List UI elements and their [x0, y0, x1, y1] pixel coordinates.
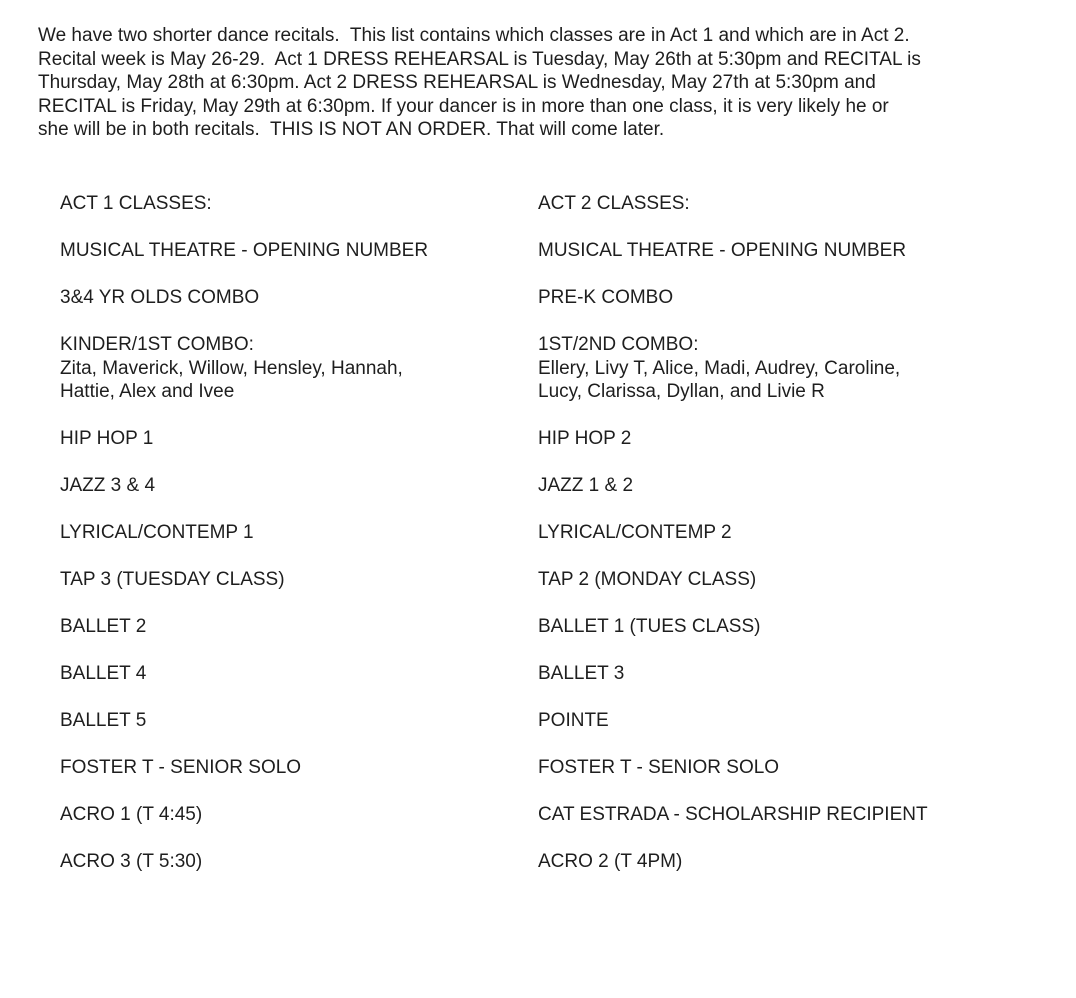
intro-line: Thursday, May 28th at 6:30pm. Act 2 DRESS REHEARSAL is Wednesday, May 27th at 5:30pm and [38, 72, 876, 93]
class-list-item-line: Lucy, Clarissa, Dyllan, and Livie R [538, 381, 825, 402]
class-list-item [60, 615, 530, 639]
class-list-item [60, 850, 530, 874]
act2-column-title: ACT 2 CLASSES: [538, 193, 690, 214]
class-list-item [538, 474, 1048, 498]
intro-line: Recital week is May 26-29. Act 1 DRESS REHEARSAL is Tuesday, May 26th at 5:30pm and RECITAL is [38, 48, 921, 70]
act1-class-list [60, 239, 530, 874]
act1-column [60, 192, 530, 897]
class-list-item-line: Hattie, Alex and Ivee [60, 381, 235, 402]
class-list-item-line: ACRO 3 (T 5:30) [60, 851, 203, 872]
class-list-item [538, 333, 1048, 404]
class-list-item-line: ACRO 1 (T 4:45) [60, 804, 203, 825]
class-list-item-line: HIP HOP 1 [60, 428, 154, 449]
class-list-item-line: CAT ESTRADA - SCHOLARSHIP RECIPIENT [538, 804, 928, 825]
class-list-item-line: BALLET 3 [538, 663, 625, 684]
class-list-item-line: POINTE [538, 710, 609, 731]
intro-paragraph [38, 24, 921, 142]
class-list-item [60, 427, 530, 451]
class-list-item [60, 662, 530, 686]
class-list-item-line: 3&4 YR OLDS COMBO [60, 287, 260, 308]
intro-line: RECITAL is Friday, May 29th at 6:30pm. If your dancer is in more than one class, it is very likely he or [38, 95, 889, 117]
class-list-item-line: JAZZ 3 & 4 [60, 475, 156, 496]
class-list-item [538, 286, 1048, 310]
class-list-item-line: MUSICAL THEATRE - OPENING NUMBER [538, 240, 907, 261]
act2-column [538, 192, 1048, 897]
class-list-item-line: PRE-K COMBO [538, 287, 674, 308]
class-list-item [538, 427, 1048, 451]
class-list-item [538, 850, 1048, 874]
class-list-item-line: LYRICAL/CONTEMP 2 [538, 522, 732, 543]
class-list-item [538, 803, 1048, 827]
class-list-item [60, 474, 530, 498]
class-list-item [60, 286, 530, 310]
class-list-item [538, 756, 1048, 780]
intro-line: she will be in both recitals. THIS IS NOT AN ORDER. That will come later. [38, 119, 665, 140]
class-list-item [60, 756, 530, 780]
class-list-item-line: TAP 2 (MONDAY CLASS) [538, 569, 757, 590]
class-list-item [538, 239, 1048, 263]
class-list-item-line: KINDER/1ST COMBO: [60, 334, 254, 355]
class-list-item-line: LYRICAL/CONTEMP 1 [60, 522, 254, 543]
class-list-item-line: BALLET 2 [60, 616, 147, 637]
act2-class-list [538, 239, 1048, 874]
class-list-item [538, 709, 1048, 733]
class-list-item [60, 568, 530, 592]
intro-line: We have two shorter dance recitals. This list contains which classes are in Act 1 and which are in Act 2. [38, 25, 910, 46]
class-list-item [60, 709, 530, 733]
class-list-item-line: Zita, Maverick, Willow, Hensley, Hannah, [60, 357, 403, 379]
class-list-item-line: Ellery, Livy T, Alice, Madi, Audrey, Caroline, [538, 357, 901, 379]
class-list-item-line: HIP HOP 2 [538, 428, 632, 449]
class-list-item-line: MUSICAL THEATRE - OPENING NUMBER [60, 240, 429, 261]
class-list-item [60, 239, 530, 263]
class-list-item [538, 568, 1048, 592]
class-list-item-line: BALLET 4 [60, 663, 147, 684]
class-list-item [538, 521, 1048, 545]
class-list-item-line: BALLET 5 [60, 710, 147, 731]
class-list-item [538, 662, 1048, 686]
act1-column-title: ACT 1 CLASSES: [60, 193, 212, 214]
class-list-item-line: BALLET 1 (TUES CLASS) [538, 616, 761, 637]
class-list-item-line: 1ST/2ND COMBO: [538, 334, 699, 355]
class-list-item-line: FOSTER T - SENIOR SOLO [538, 757, 780, 778]
class-list-item [538, 615, 1048, 639]
class-list-item [60, 803, 530, 827]
class-list-item [60, 333, 530, 404]
class-list-item-line: FOSTER T - SENIOR SOLO [60, 757, 302, 778]
class-list-item-line: ACRO 2 (T 4PM) [538, 851, 683, 872]
class-list-item-line: TAP 3 (TUESDAY CLASS) [60, 569, 285, 590]
class-list-item [60, 521, 530, 545]
class-list-item-line: JAZZ 1 & 2 [538, 475, 634, 496]
